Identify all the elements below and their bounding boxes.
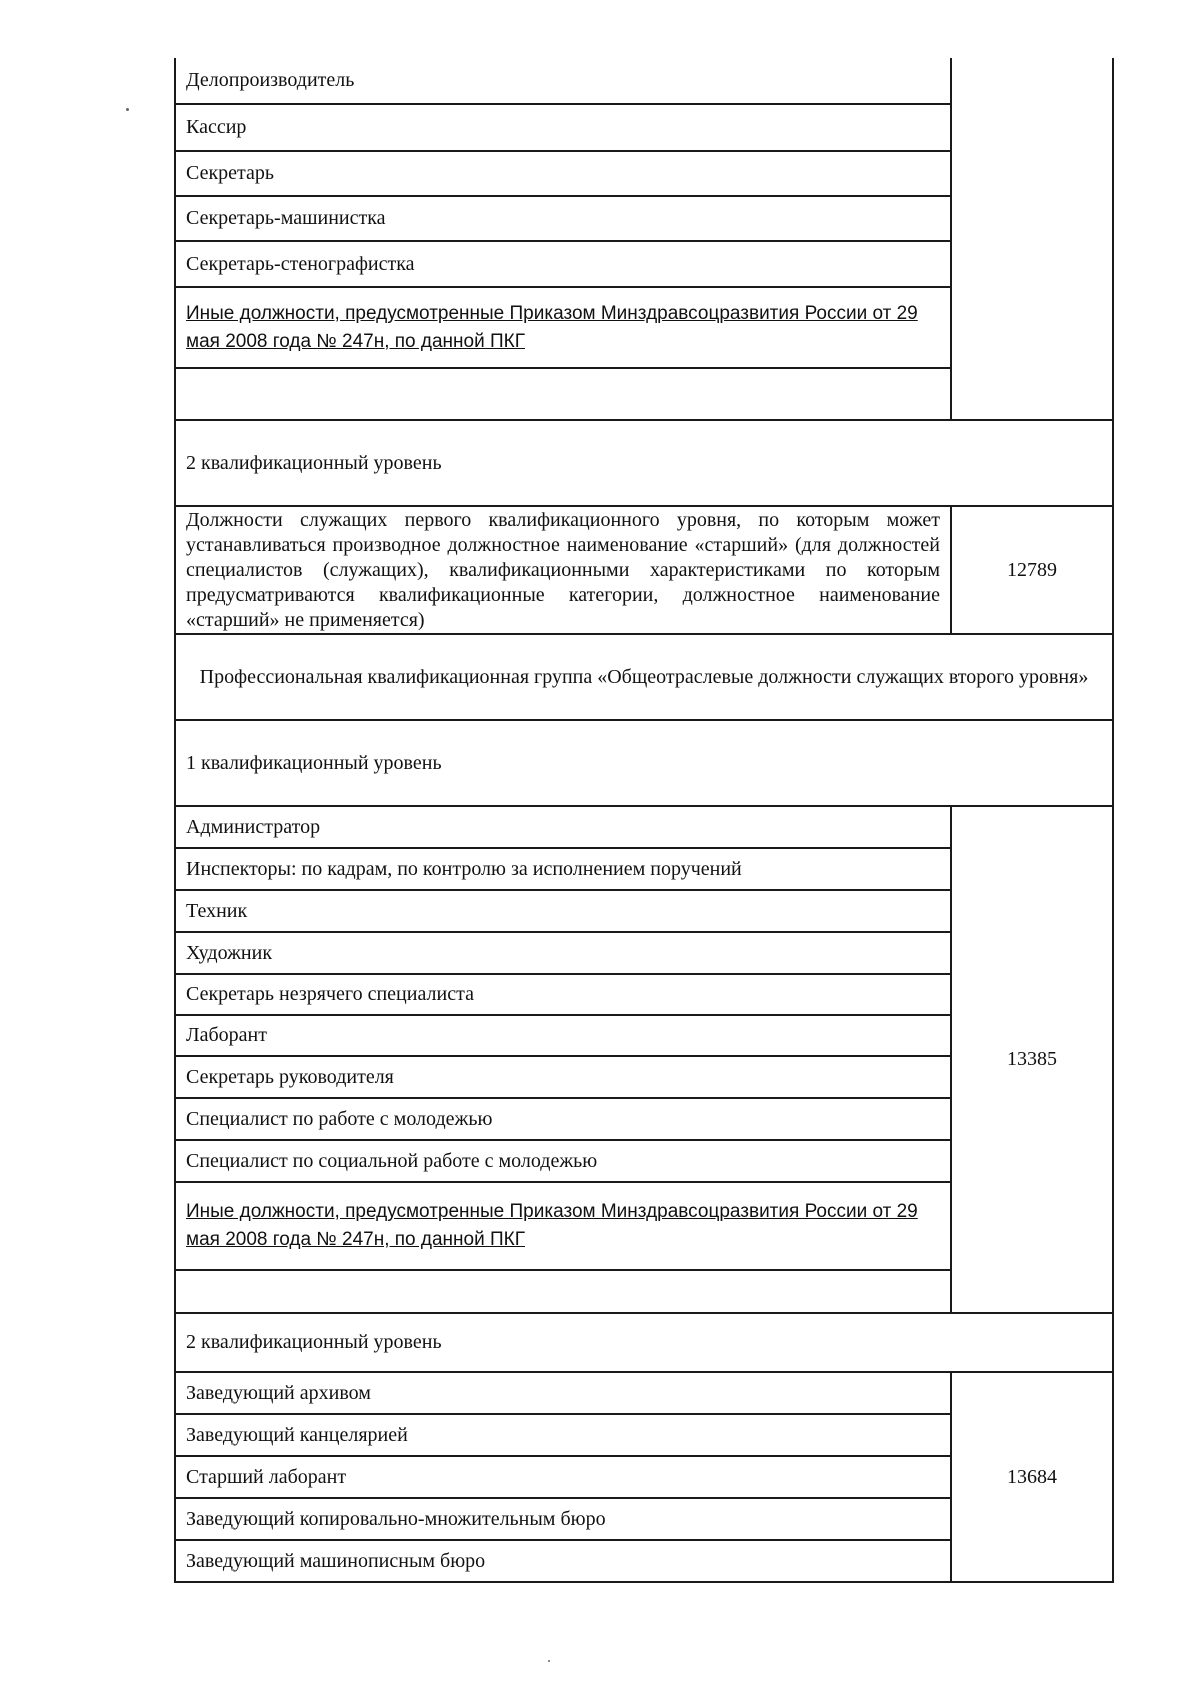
position-cell: Инспекторы: по кадрам, по контролю за исполнением поручений <box>175 848 951 890</box>
salary-value: 13684 <box>951 1372 1113 1582</box>
empty-cell <box>175 368 951 420</box>
position-cell: Специалист по работе с молодежью <box>175 1098 951 1140</box>
position-cell: Заведующий машинописным бюро <box>175 1540 951 1582</box>
group-heading-row <box>175 634 1113 720</box>
salary-value: 12789 <box>951 506 1113 634</box>
position-cell: Художник <box>175 932 951 974</box>
other-positions-cell <box>175 287 951 368</box>
level-heading: 2 квалификационный уровень <box>175 420 1113 506</box>
position-cell: Секретарь <box>175 151 951 196</box>
scan-speck <box>126 108 129 111</box>
position-cell: Техник <box>175 890 951 932</box>
position-cell: Секретарь незрячего специалиста <box>175 974 951 1015</box>
scan-speck <box>548 1660 550 1662</box>
position-cell: Должности служащих первого квалификационного уровня, по которым может устанавливаться производное должностное наименование «старший» (для должностей специалистов (служащих), квалификационными характеристиками по которым предусматриваются квалификационные категории, должностное наименование «старший» не применяется) <box>175 506 951 634</box>
salary-value: 13385 <box>951 806 1113 1313</box>
position-cell: Заведующий копировально-множительным бюро <box>175 1498 951 1540</box>
other-positions-text: Иные должности, предусмотренные Приказом Минздравсоцразвития России от 29 мая 2008 года № 247н, по данной ПКГ <box>186 302 918 352</box>
salary-table <box>174 58 1114 1583</box>
table-row <box>175 806 1113 848</box>
level-row <box>175 1313 1113 1372</box>
position-cell: Специалист по социальной работе с молодежью <box>175 1140 951 1182</box>
position-cell: Старший лаборант <box>175 1456 951 1498</box>
position-cell: Делопроизводитель <box>175 58 951 104</box>
position-cell: Секретарь руководителя <box>175 1056 951 1098</box>
position-cell: Заведующий канцелярией <box>175 1414 951 1456</box>
position-cell: Секретарь-стенографистка <box>175 241 951 287</box>
position-cell: Кассир <box>175 104 951 151</box>
level-heading: 1 квалификационный уровень <box>175 720 1113 806</box>
level-row <box>175 720 1113 806</box>
empty-cell <box>175 1270 951 1313</box>
other-positions-cell <box>175 1182 951 1270</box>
level-row <box>175 420 1113 506</box>
position-cell: Администратор <box>175 806 951 848</box>
position-cell: Лаборант <box>175 1015 951 1056</box>
salary-cell-empty <box>951 58 1113 420</box>
position-cell: Секретарь-машинистка <box>175 196 951 241</box>
other-positions-text: Иные должности, предусмотренные Приказом Минздравсоцразвития России от 29 мая 2008 года № 247н, по данной ПКГ <box>186 1201 918 1250</box>
table-row <box>175 506 1113 634</box>
table-row <box>175 58 1113 104</box>
table-row <box>175 1372 1113 1414</box>
level-heading: 2 квалификационный уровень <box>175 1313 1113 1372</box>
group-heading: Профессиональная квалификационная группа «Общеотраслевые должности служащих второго уровня» <box>175 634 1113 720</box>
position-cell: Заведующий архивом <box>175 1372 951 1414</box>
